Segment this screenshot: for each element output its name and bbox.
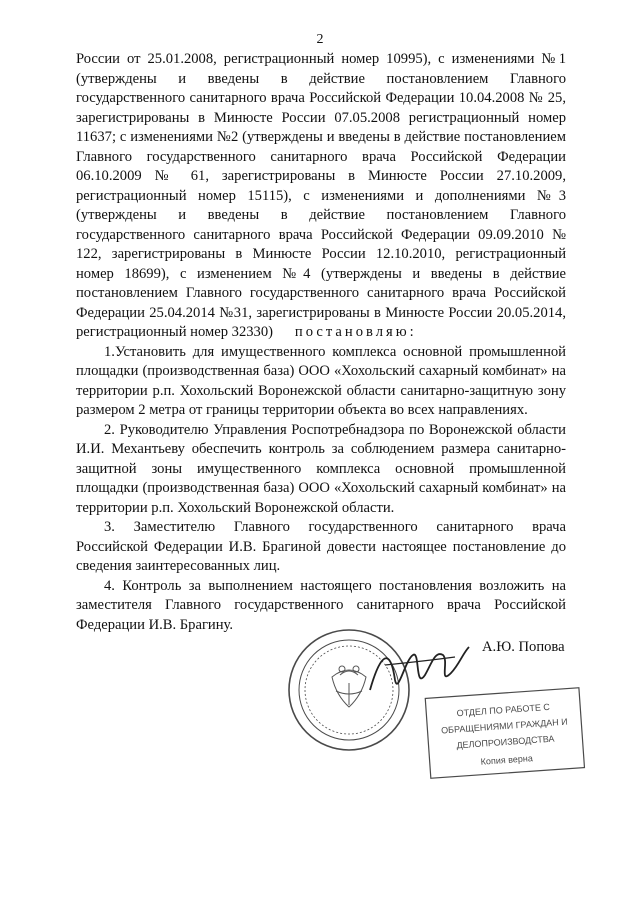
item-4: 4. Контроль за выполнением настоящего постановления возложить на заместителя Главного государственного санитарного врача Российской Федерации И.В. Брагину. bbox=[76, 577, 566, 633]
signer-name: А.Ю. Попова bbox=[482, 639, 565, 655]
page-number: 2 bbox=[316, 32, 324, 47]
intro-paragraph bbox=[76, 50, 566, 343]
stamp-line-2: ОБРАЩЕНИЯМИ ГРАЖДАН И bbox=[440, 716, 568, 736]
stamp-line-1: ОТДЕЛ ПО РАБОТЕ С bbox=[456, 701, 551, 719]
stamp-line-4: Копия верна bbox=[480, 753, 534, 767]
item-2: 2. Руководителю Управления Роспотребнадзора по Воронежской области И.И. Механтьеву обеспечить контроль за соблюдением размера санитарно-защитной зоны имущественного комплекса основной промышленной площадки (производственная база) ООО «Хохольский сахарный комбинат» на территории р.п. Хохольский Воронежской области. bbox=[76, 421, 566, 516]
stamp-line-3: ДЕЛОПРОИЗВОДСТВА bbox=[456, 733, 555, 751]
resolve-word: постановляю: bbox=[294, 324, 417, 340]
item-3: 3. Заместителю Главного государственного санитарного врача Российской Федерации И.В. Брагиной довести настоящее постановление до сведения заинтересованных лиц. bbox=[76, 519, 566, 574]
intro-text: России от 25.01.2008, регистрационный номер 10995), с изменениями №1 (утверждены и введены в действие постановлением Главного государственного санитарного врача Российской Федерации 10.04.2008 № 25, зарегистрированы в Минюсте России 07.05.2008 регистрационный номер 11637; с изменениями №2 (утверждены и введены в действие постановлением Главного государственного санитарного врача Российской Федерации 06.10.2009 № 61, зарегистрированы в Минюсте России 27.10.2009, регистрационный номер 15115), с изменениями и дополнениями №3 (утверждены и введены в действие постановлением Главного государственного санитарного врача Российской Федерации 09.09.2010 № 122, зарегистрированы в Минюсте России 12.10.2010, регистрационный номер 18699), с изменением №4 (утверждены и введены в действие постановлением Главного государственного санитарного врача Российской Федерации 25.04.2014 №31, зарегистрированы в Минюсте России 20.05.2014, регистрационный номер 32330) bbox=[76, 51, 566, 340]
rectangular-stamp bbox=[420, 685, 590, 785]
document-body bbox=[76, 50, 566, 635]
item-1: 1.Установить для имущественного комплекса основной промышленной площадки (производственная база) ООО «Хохольский сахарный комбинат» на территории р.п. Хохольский Воронежской области санитарно-защитную зону размером 2 метра от границы территории объекта во всех направлениях. bbox=[76, 343, 566, 418]
